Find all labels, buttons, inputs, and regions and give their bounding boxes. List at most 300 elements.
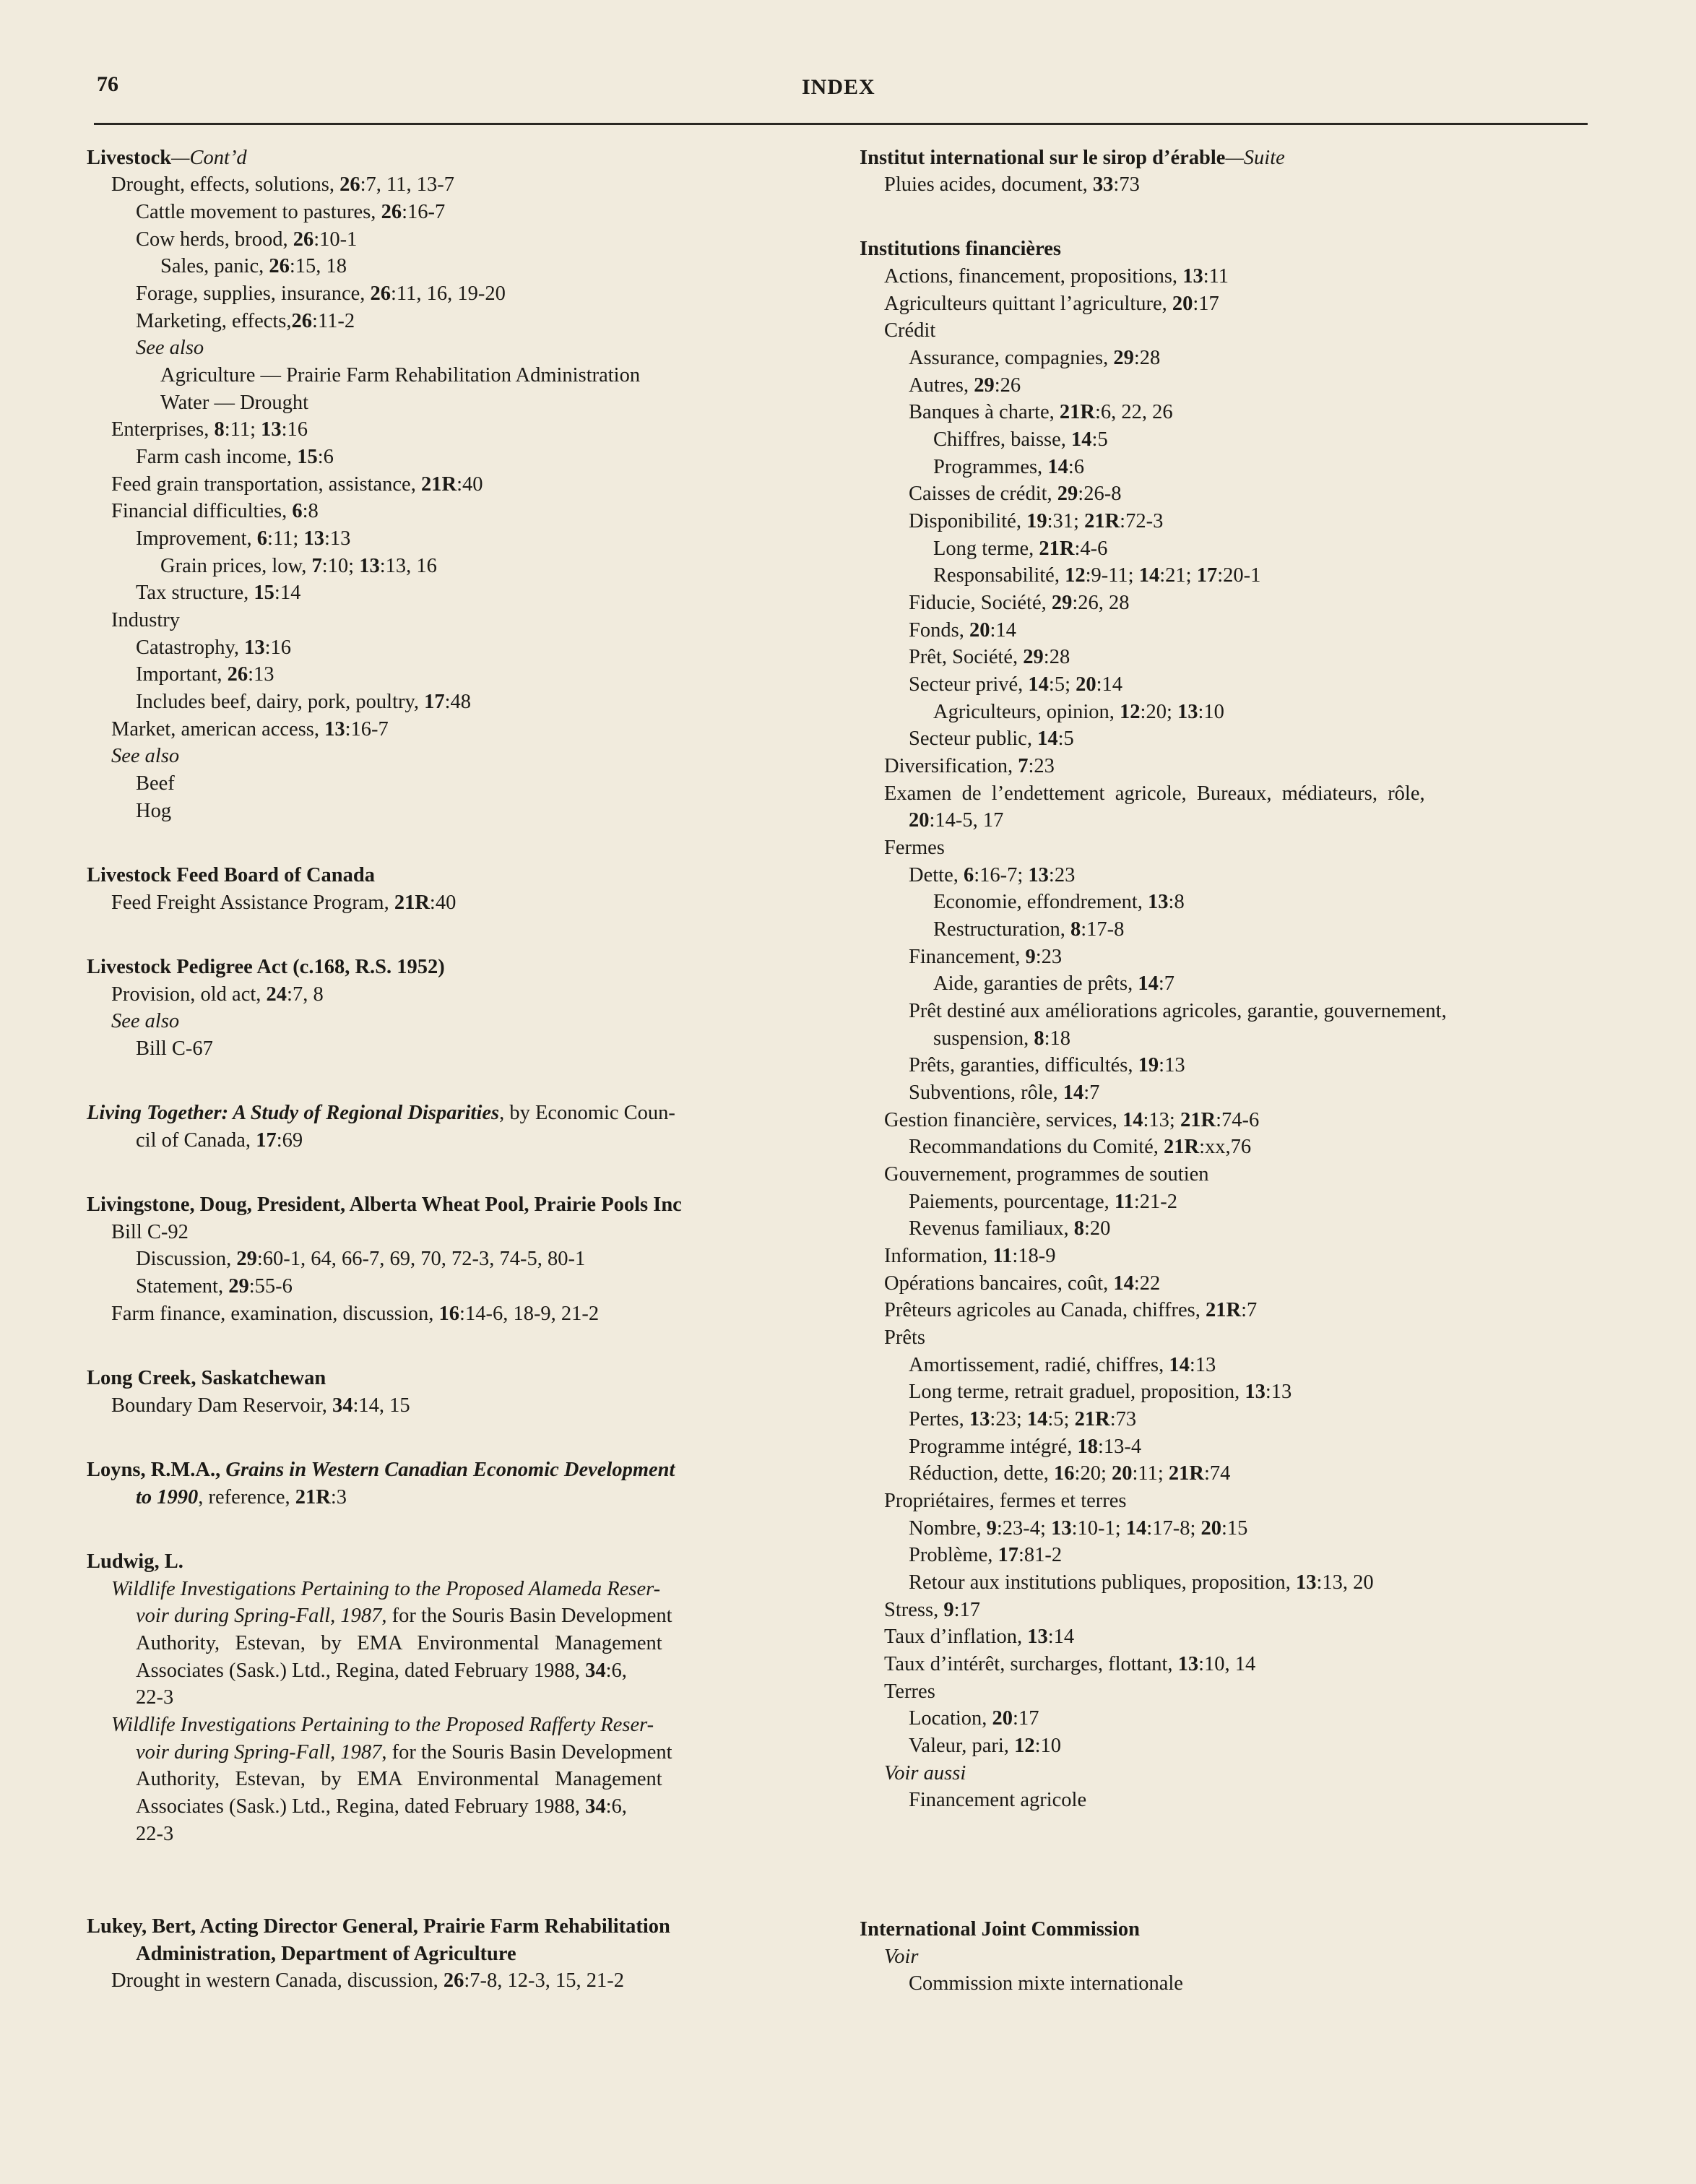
index-entry — [933, 426, 1108, 454]
index-entry — [909, 1705, 1039, 1732]
entry-text: Sales, panic, — [160, 255, 269, 277]
index-entry — [909, 1406, 1136, 1433]
index-heading — [87, 862, 375, 889]
index-entry — [884, 1943, 919, 1971]
index-entry — [136, 308, 355, 335]
index-entry — [909, 1215, 1110, 1243]
index-heading — [860, 236, 1061, 263]
index-entry — [136, 579, 300, 607]
index-entry — [136, 1035, 213, 1063]
index-entry — [933, 889, 1185, 916]
entry-text: Enterprises, — [111, 418, 215, 441]
entry-text: International Joint Commission — [860, 1918, 1140, 1941]
issue-number: 26 — [381, 201, 402, 223]
entry-text: :48 — [444, 691, 472, 713]
index-entry — [136, 525, 350, 553]
index-entry — [933, 1025, 1070, 1053]
entry-text: :23 — [1035, 946, 1063, 968]
issue-number: 19 — [1026, 510, 1047, 532]
entry-text: Prêts, garanties, difficultés, — [909, 1054, 1138, 1076]
issue-number: 9 — [986, 1517, 997, 1540]
issue-number: 20 — [909, 809, 930, 832]
index-entry — [111, 981, 324, 1009]
entry-text: Improvement, — [136, 527, 257, 550]
entry-text: Catastrophy, — [136, 636, 245, 659]
entry-text: Subventions, rôle, — [909, 1082, 1063, 1104]
index-entry — [136, 1739, 672, 1766]
index-entry — [909, 944, 1062, 971]
issue-number: 12 — [1065, 564, 1086, 587]
index-heading — [87, 144, 247, 172]
issue-number: 13 — [1177, 1653, 1199, 1675]
issue-number: 21R — [1164, 1136, 1200, 1158]
entry-text: :11, 16, 19-20 — [391, 282, 506, 305]
entry-text: :20-1 — [1217, 564, 1261, 587]
entry-text: :20 — [1084, 1217, 1111, 1240]
issue-number: 12 — [1120, 701, 1141, 723]
index-entry — [136, 1684, 173, 1712]
entry-text: :8 — [302, 500, 319, 522]
entry-text: Dette, — [909, 864, 964, 886]
index-entry — [884, 171, 1140, 199]
entry-text: Taux d’intérêt, surcharges, flottant, — [884, 1653, 1178, 1675]
index-entry — [933, 454, 1084, 481]
entry-text: Financement agricole — [909, 1789, 1087, 1811]
entry-text: Institutions financières — [860, 238, 1061, 260]
index-entry — [933, 699, 1224, 726]
entry-text: Provision, old act, — [111, 983, 267, 1006]
entry-text: Commission mixte internationale — [909, 1972, 1183, 1995]
index-entry — [909, 1378, 1292, 1406]
entry-text: Cattle movement to pastures, — [136, 201, 381, 223]
entry-text: Opérations bancaires, coût, — [884, 1272, 1114, 1295]
index-heading — [87, 1548, 183, 1576]
entry-text: Actions, financement, propositions, — [884, 265, 1183, 288]
entry-text: :21; — [1159, 564, 1197, 587]
index-entry — [909, 1079, 1099, 1107]
index-heading — [87, 1365, 326, 1392]
issue-number: 8 — [1073, 1217, 1084, 1240]
entry-text: Tax structure, — [136, 582, 254, 604]
index-entry — [136, 444, 334, 471]
index-entry — [136, 1602, 672, 1630]
entry-text: Livestock Feed Board of Canada — [87, 864, 375, 886]
index-entry — [909, 671, 1122, 699]
entry-text: Prêts — [884, 1326, 925, 1349]
index-entry — [909, 862, 1075, 889]
index-entry — [909, 1569, 1374, 1597]
entry-text: Farm finance, examination, discussion, — [111, 1303, 439, 1325]
index-entry — [136, 280, 506, 308]
entry-text: Economie, effondrement, — [933, 891, 1148, 913]
entry-text: Propriétaires, fermes et terres — [884, 1490, 1127, 1512]
entry-text: Wildlife Investigations Pertaining to the Proposed Alameda Reser- — [111, 1578, 661, 1600]
entry-text: :7 — [1083, 1082, 1100, 1104]
issue-number: 6 — [256, 527, 268, 550]
index-entry — [909, 1052, 1185, 1079]
entry-text: Revenus familiaux, — [909, 1217, 1074, 1240]
entry-text: :15, 18 — [289, 255, 347, 277]
index-entry — [933, 535, 1107, 563]
index-entry — [136, 1484, 347, 1511]
issue-number: 14 — [1047, 456, 1068, 478]
issue-number: 20 — [992, 1707, 1013, 1730]
entry-text: Agriculteurs quittant l’agriculture, — [884, 293, 1172, 315]
entry-text: :8 — [1168, 891, 1185, 913]
issue-number: 17 — [256, 1129, 277, 1152]
entry-text: Prêt destiné aux améliorations agricoles, garantie, gouvernement, — [909, 1000, 1447, 1022]
issue-number: 18 — [1077, 1436, 1098, 1458]
entry-text: Financement, — [909, 946, 1026, 968]
index-entry — [909, 1515, 1247, 1542]
index-entry — [884, 1678, 935, 1706]
entry-text: voir during Spring-Fall, 1987 — [136, 1741, 382, 1764]
index-entry — [884, 753, 1055, 780]
entry-text: voir during Spring-Fall, 1987 — [136, 1605, 382, 1627]
header-rule — [94, 123, 1588, 125]
issue-number: 14 — [1063, 1082, 1084, 1104]
entry-text: Responsabilité, — [933, 564, 1065, 587]
entry-text: :10-1 — [313, 228, 358, 251]
entry-text: Autres, — [909, 374, 974, 397]
entry-text: See also — [136, 337, 204, 359]
entry-text: Caisses de crédit, — [909, 483, 1057, 505]
issue-number: 11 — [1114, 1191, 1134, 1213]
issue-number: 26 — [443, 1969, 464, 1992]
entry-text: :14 — [274, 582, 301, 604]
entry-text: , for the Souris Basin Development — [381, 1605, 672, 1627]
issue-number: 12 — [1014, 1735, 1035, 1757]
entry-text: :23 — [1028, 755, 1055, 777]
entry-text: Chiffres, baisse, — [933, 428, 1072, 451]
issue-number: 21R — [1039, 538, 1075, 560]
entry-text: :9-11; — [1085, 564, 1139, 587]
issue-number: 15 — [297, 446, 318, 468]
index-entry — [909, 807, 1003, 834]
index-entry — [884, 834, 945, 862]
entry-text: Cow herds, brood, — [136, 228, 293, 251]
entry-text: Location, — [909, 1707, 992, 1730]
index-entry — [136, 661, 274, 689]
entry-text: :15 — [1221, 1517, 1248, 1540]
entry-text: :14-5, 17 — [929, 809, 1004, 832]
issue-number: 9 — [943, 1599, 954, 1621]
entry-text: :11 — [1203, 265, 1229, 288]
entry-text: Ludwig, L. — [87, 1550, 183, 1573]
entry-text: Pluies acides, document, — [884, 173, 1093, 196]
index-entry — [111, 743, 179, 770]
issue-number: 21R — [1168, 1462, 1204, 1485]
issue-number: 13 — [1182, 265, 1203, 288]
index-entry — [160, 362, 640, 389]
issue-number: 26 — [269, 255, 290, 277]
entry-text: , reference, — [198, 1486, 295, 1508]
entry-text: :23 — [1048, 864, 1076, 886]
entry-text: :10-1; — [1071, 1517, 1126, 1540]
entry-text: 22-3 — [136, 1686, 174, 1709]
entry-text: —Cont’d — [171, 147, 247, 169]
entry-text: :14 — [1047, 1626, 1075, 1648]
issue-number: 14 — [1071, 428, 1092, 451]
entry-text: Beef — [136, 772, 175, 795]
entry-text: Long Creek, Saskatchewan — [87, 1367, 326, 1389]
index-entry — [136, 1246, 585, 1273]
entry-text: :7 — [1241, 1299, 1258, 1321]
index-entry — [909, 1542, 1062, 1569]
entry-text: :18-9 — [1012, 1245, 1056, 1267]
entry-text: Valeur, pari, — [909, 1735, 1015, 1757]
index-entry — [160, 553, 437, 580]
entry-text: :5 — [1091, 428, 1108, 451]
entry-text: Discussion, — [136, 1248, 237, 1270]
issue-number: 13 — [1148, 891, 1169, 913]
index-entry — [136, 689, 471, 716]
entry-text: Bill C-92 — [111, 1221, 189, 1243]
index-entry — [136, 199, 445, 226]
entry-text: Aide, garanties de prêts, — [933, 972, 1138, 995]
entry-text: :23-4; — [996, 1517, 1052, 1540]
issue-number: 14 — [1138, 972, 1159, 995]
entry-text: See also — [111, 745, 180, 767]
entry-text: Long terme, — [933, 538, 1039, 560]
issue-number: 14 — [1028, 673, 1049, 696]
issue-number: 26 — [370, 282, 391, 305]
entry-text: Market, american access, — [111, 718, 325, 741]
issue-number: 20 — [969, 619, 990, 642]
entry-text: Fermes — [884, 837, 945, 859]
index-entry — [884, 290, 1219, 318]
entry-text: :16 — [264, 636, 292, 659]
issue-number: 6 — [292, 500, 303, 522]
index-entry — [136, 1127, 303, 1154]
issue-number: 14 — [1125, 1517, 1147, 1540]
issue-number: 21R — [1180, 1109, 1216, 1131]
entry-text: Includes beef, dairy, pork, poultry, — [136, 691, 425, 713]
entry-text: :23; — [990, 1408, 1027, 1430]
entry-text: :6, — [605, 1795, 627, 1818]
issue-number: 20 — [1112, 1462, 1133, 1485]
entry-text: :16 — [281, 418, 308, 441]
index-entry — [884, 1161, 1209, 1188]
index-entry — [909, 345, 1160, 372]
index-entry — [909, 1970, 1183, 1998]
entry-text: Hog — [136, 800, 172, 822]
entry-text: Crédit — [884, 319, 936, 342]
index-entry — [909, 1460, 1230, 1488]
entry-text: :10; — [321, 555, 360, 577]
issue-number: 14 — [1138, 564, 1160, 587]
entry-text: :11-2 — [312, 310, 355, 332]
index-entry — [909, 998, 1447, 1025]
index-entry — [160, 389, 308, 417]
index-entry — [884, 1488, 1127, 1515]
entry-text: :11; — [1132, 1462, 1169, 1485]
index-entry — [111, 471, 483, 498]
issue-number: 14 — [1122, 1109, 1143, 1131]
issue-number: 7 — [311, 555, 322, 577]
entry-text: Prêteurs agricoles au Canada, chiffres, — [884, 1299, 1206, 1321]
index-entry — [136, 334, 204, 362]
entry-text: :7, 8 — [287, 983, 324, 1006]
entry-text: Nombre, — [909, 1517, 987, 1540]
entry-text: Secteur privé, — [909, 673, 1029, 696]
entry-text: Voir — [884, 1946, 919, 1968]
issue-number: 13 — [969, 1408, 990, 1430]
index-entry — [884, 317, 935, 345]
issue-number: 21R — [1084, 510, 1120, 532]
index-entry — [909, 508, 1163, 535]
index-entry — [111, 1219, 189, 1246]
index-entry — [136, 1766, 662, 1793]
index-entry — [909, 1134, 1251, 1161]
entry-text: Industry — [111, 609, 180, 631]
index-entry — [884, 1107, 1259, 1134]
entry-text: :10, 14 — [1198, 1653, 1256, 1675]
entry-text: Livestock Pedigree Act (c.168, R.S. 1952) — [87, 956, 445, 978]
entry-text: , for the Souris Basin Development — [381, 1741, 672, 1764]
issue-number: 26 — [339, 173, 360, 196]
entry-text: :28 — [1043, 646, 1070, 668]
entry-text: :13, 16 — [379, 555, 437, 577]
index-entry — [884, 263, 1229, 290]
entry-text: :13 — [1265, 1381, 1292, 1403]
index-entry — [111, 498, 319, 525]
entry-text: Living Together: A Study of Regional Disparities — [87, 1102, 500, 1124]
entry-text: Assurance, compagnies, — [909, 347, 1114, 369]
issue-number: 19 — [1138, 1054, 1159, 1076]
entry-text: , by Economic Coun- — [499, 1102, 675, 1124]
index-entry — [909, 617, 1016, 644]
issue-number: 6 — [963, 864, 974, 886]
issue-number: 13 — [261, 418, 282, 441]
entry-text: :6 — [317, 446, 334, 468]
entry-text: :13, 20 — [1316, 1571, 1374, 1594]
entry-text: to 1990 — [136, 1486, 199, 1508]
entry-text: Forage, supplies, insurance, — [136, 282, 371, 305]
entry-text: Financial difficulties, — [111, 500, 293, 522]
entry-text: :14 — [990, 619, 1016, 642]
index-entry — [136, 1273, 293, 1300]
issue-number: 7 — [1018, 755, 1029, 777]
index-entry — [136, 1793, 627, 1821]
entry-text: :69 — [276, 1129, 303, 1152]
entry-text: :5; — [1048, 673, 1076, 696]
entry-text: Long terme, retrait graduel, proposition, — [909, 1381, 1245, 1403]
index-entry — [111, 1300, 599, 1328]
entry-text: :17-8; — [1146, 1517, 1201, 1540]
entry-text: Taux d’inflation, — [884, 1626, 1028, 1648]
index-entry — [909, 1352, 1216, 1379]
entry-text: Livestock — [87, 147, 172, 169]
issue-number: 29 — [1113, 347, 1134, 369]
entry-text: Terres — [884, 1680, 935, 1703]
entry-text: :13 — [1159, 1054, 1185, 1076]
entry-text: :3 — [330, 1486, 347, 1508]
issue-number: 34 — [585, 1795, 606, 1818]
entry-text: :13 — [324, 527, 351, 550]
issue-number: 14 — [1113, 1272, 1134, 1295]
issue-number: 21R — [394, 892, 430, 914]
issue-number: 13 — [1028, 864, 1049, 886]
entry-text: Retour aux institutions publiques, proposition, — [909, 1571, 1296, 1594]
index-entry — [884, 1597, 980, 1624]
index-entry — [909, 590, 1130, 617]
entry-text: Important, — [136, 663, 228, 686]
entry-text: Banques à charte, — [909, 401, 1060, 423]
entry-text: Loyns, R.M.A., — [87, 1459, 226, 1481]
entry-text: :18 — [1044, 1027, 1071, 1050]
index-entry — [884, 1243, 1056, 1270]
issue-number: 21R — [1074, 1408, 1110, 1430]
entry-text: Bill C-67 — [136, 1037, 213, 1060]
issue-number: 26 — [293, 228, 314, 251]
entry-text: Paiements, pourcentage, — [909, 1191, 1115, 1213]
entry-text: :17 — [1013, 1707, 1039, 1730]
entry-text: :7-8, 12-3, 15, 21-2 — [464, 1969, 625, 1992]
issue-number: 34 — [332, 1394, 353, 1417]
index-heading — [860, 1916, 1140, 1943]
issue-number: 20 — [1172, 293, 1193, 315]
entry-text: suspension, — [933, 1027, 1034, 1050]
entry-text: :13 — [1189, 1354, 1216, 1376]
index-entry — [111, 1967, 624, 1995]
entry-text: :22 — [1133, 1272, 1161, 1295]
issue-number: 29 — [974, 374, 995, 397]
issue-number: 29 — [1057, 483, 1078, 505]
index-entry — [136, 1630, 662, 1657]
issue-number: 33 — [1092, 173, 1114, 196]
entry-text: :7 — [1158, 972, 1174, 995]
index-entry — [909, 399, 1173, 426]
entry-text: :17 — [953, 1599, 981, 1621]
index-entry — [884, 780, 1425, 808]
index-entry — [909, 1188, 1177, 1216]
entry-text: Secteur public, — [909, 728, 1038, 750]
issue-number: 8 — [214, 418, 225, 441]
entry-text: Associates (Sask.) Ltd., Regina, dated February 1988, — [136, 1795, 586, 1818]
index-entry — [909, 372, 1021, 400]
index-heading — [87, 1191, 682, 1219]
issue-number: 16 — [1054, 1462, 1075, 1485]
issue-number: 20 — [1200, 1517, 1221, 1540]
issue-number: 26 — [291, 310, 313, 332]
entry-text: —Suite — [1225, 147, 1285, 169]
entry-text: Grain prices, low, — [160, 555, 312, 577]
index-entry — [909, 1433, 1141, 1461]
issue-number: 29 — [1051, 592, 1073, 614]
entry-text: :6, 22, 26 — [1095, 401, 1173, 423]
index-entry — [933, 916, 1124, 944]
index-entry — [884, 1270, 1160, 1298]
index-entry — [136, 1657, 627, 1685]
entry-text: :13 — [248, 663, 274, 686]
entry-text: :26-8 — [1078, 483, 1122, 505]
entry-text: Administration, Department of Agriculture — [136, 1943, 516, 1965]
index-entry — [884, 1760, 966, 1787]
entry-text: Diversification, — [884, 755, 1018, 777]
issue-number: 9 — [1025, 946, 1036, 968]
entry-text: :17-8 — [1081, 918, 1125, 941]
entry-text: Examen de l’endettement agricole, Bureaux, médiateurs, rôle, — [884, 782, 1425, 805]
index-entry — [111, 171, 454, 199]
index-entry — [909, 480, 1121, 508]
index-heading — [87, 1100, 675, 1127]
entry-text: :40 — [429, 892, 457, 914]
entry-text: Statement, — [136, 1275, 229, 1298]
entry-text: Authority, Estevan, by EMA Environmental Management — [136, 1768, 662, 1790]
index-entry — [111, 416, 308, 444]
issue-number: 15 — [254, 582, 274, 604]
